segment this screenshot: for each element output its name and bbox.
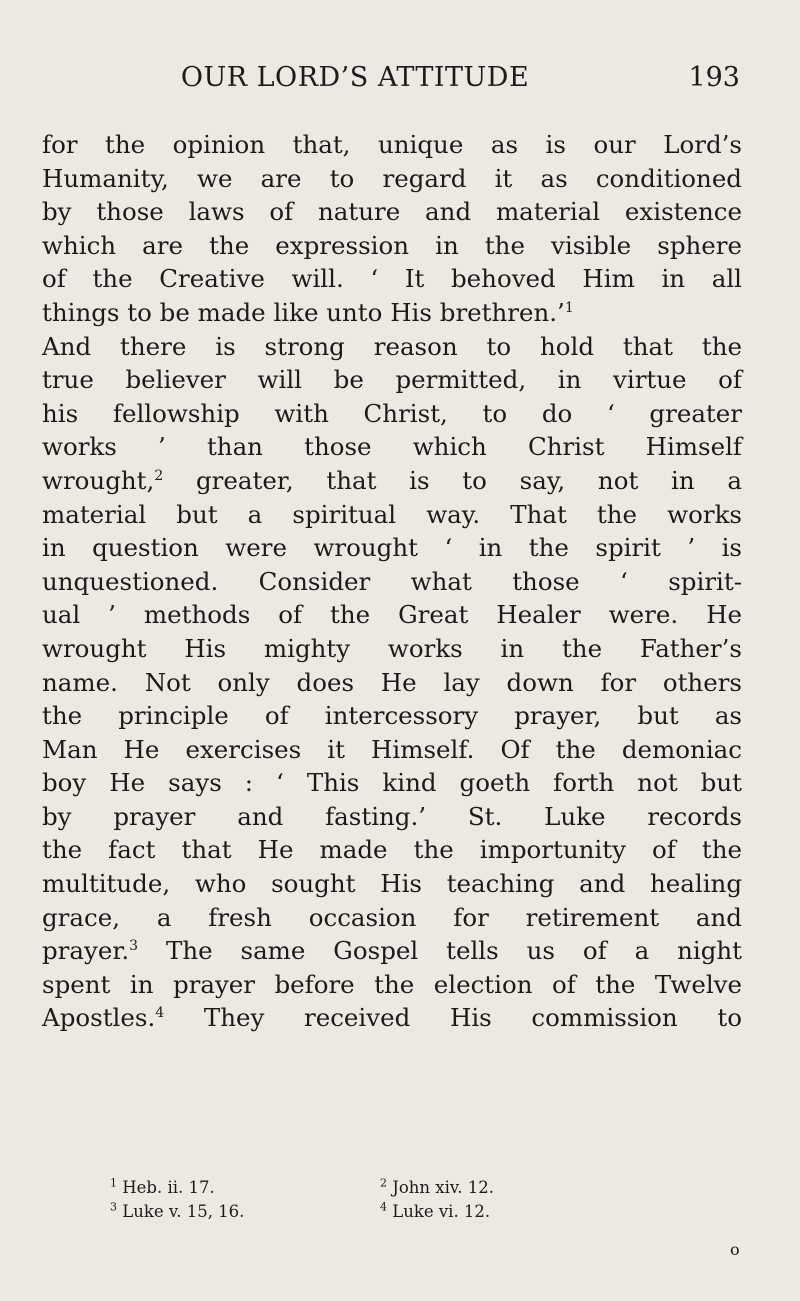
- footnote-text: Heb. ii. 17.: [122, 1178, 215, 1197]
- running-head: [110, 58, 740, 98]
- text-line: boy He says : ‘ This kind goeth forth not but: [42, 768, 742, 798]
- footnote-mark: 1: [110, 1176, 117, 1190]
- footnote-text: John xiv. 12.: [392, 1178, 494, 1197]
- text-line: wrought His mighty works in the Father’s: [42, 633, 742, 663]
- footnote: [110, 1200, 380, 1224]
- text-line: grace, a fresh occasion for retirement and: [42, 902, 742, 932]
- text-line: which are the expression in the visible sphere: [42, 230, 742, 260]
- text-line: for the opinion that, unique as is our Lord’s: [42, 130, 742, 159]
- text-segment: greater, that is to say, not in a: [195, 465, 742, 495]
- footnote: [380, 1200, 650, 1224]
- text-segment: prayer.: [42, 936, 130, 966]
- text-segment: wrought,: [42, 465, 155, 495]
- text-line: [42, 464, 742, 498]
- signature-mark: o: [730, 1240, 740, 1259]
- text-line: Man He exercises it Himself. Of the demoniac: [42, 734, 742, 764]
- text-line: name. Not only does He lay down for others: [42, 667, 742, 697]
- text-line: material but a spiritual way. That the works: [42, 499, 742, 529]
- footnote-ref: 4: [155, 1005, 165, 1022]
- footnote-mark: 4: [380, 1200, 387, 1214]
- text-line: spent in prayer before the election of the Twelve: [42, 969, 742, 999]
- text-line: in question were wrought ‘ in the spirit ’ is: [42, 533, 742, 563]
- footnote-row: [110, 1200, 670, 1224]
- text-segment: Apostles.: [42, 1003, 156, 1033]
- footnote-ref: 2: [154, 467, 164, 484]
- text-line: And there is strong reason to hold that the: [42, 331, 742, 361]
- text-line: by those laws of nature and material existence: [42, 197, 742, 227]
- text-segment: things to be made like unto His brethren.’: [42, 297, 565, 327]
- text-line: by prayer and fasting.’ St. Luke records: [42, 801, 742, 831]
- text-line: true believer will be permitted, in virtue of: [42, 365, 742, 395]
- footnote-mark: 3: [110, 1200, 117, 1214]
- text-line: [42, 934, 742, 968]
- footnote: [380, 1176, 650, 1200]
- text-line: the principle of intercessory prayer, but as: [42, 701, 742, 731]
- text-line: [42, 1001, 742, 1035]
- text-line: the fact that He made the importunity of the: [42, 835, 742, 865]
- text-line: unquestioned. Consider what those ‘ spirit-: [42, 566, 742, 596]
- footnote-ref: 3: [129, 938, 139, 955]
- text-line: his fellowship with Christ, to do ‘ greater: [42, 398, 742, 428]
- footnote: [110, 1176, 380, 1200]
- text-line: [42, 296, 742, 330]
- footnote-row: [110, 1176, 670, 1200]
- text-line: ual ’ methods of the Great Healer were. He: [42, 600, 742, 630]
- footnote-text: Luke vi. 12.: [392, 1202, 491, 1221]
- footnotes: [110, 1176, 670, 1224]
- footnote-text: Luke v. 15, 16.: [122, 1202, 245, 1221]
- footnote-ref: 1: [564, 299, 574, 316]
- text-line: of the Creative will. ‘ It behoved Him in all: [42, 264, 742, 294]
- text-segment: They received His commission to: [203, 1003, 742, 1033]
- text-line: multitude, who sought His teaching and healing: [42, 869, 742, 899]
- body-text: [42, 128, 742, 1035]
- text-line: Humanity, we are to regard it as conditioned: [42, 163, 742, 193]
- page-number: 193: [688, 62, 740, 93]
- running-title: OUR LORD’S ATTITUDE: [180, 62, 530, 93]
- text-segment: The same Gospel tells us of a night: [165, 936, 742, 966]
- footnote-mark: 2: [380, 1176, 387, 1190]
- text-line: works ’ than those which Christ Himself: [42, 432, 742, 462]
